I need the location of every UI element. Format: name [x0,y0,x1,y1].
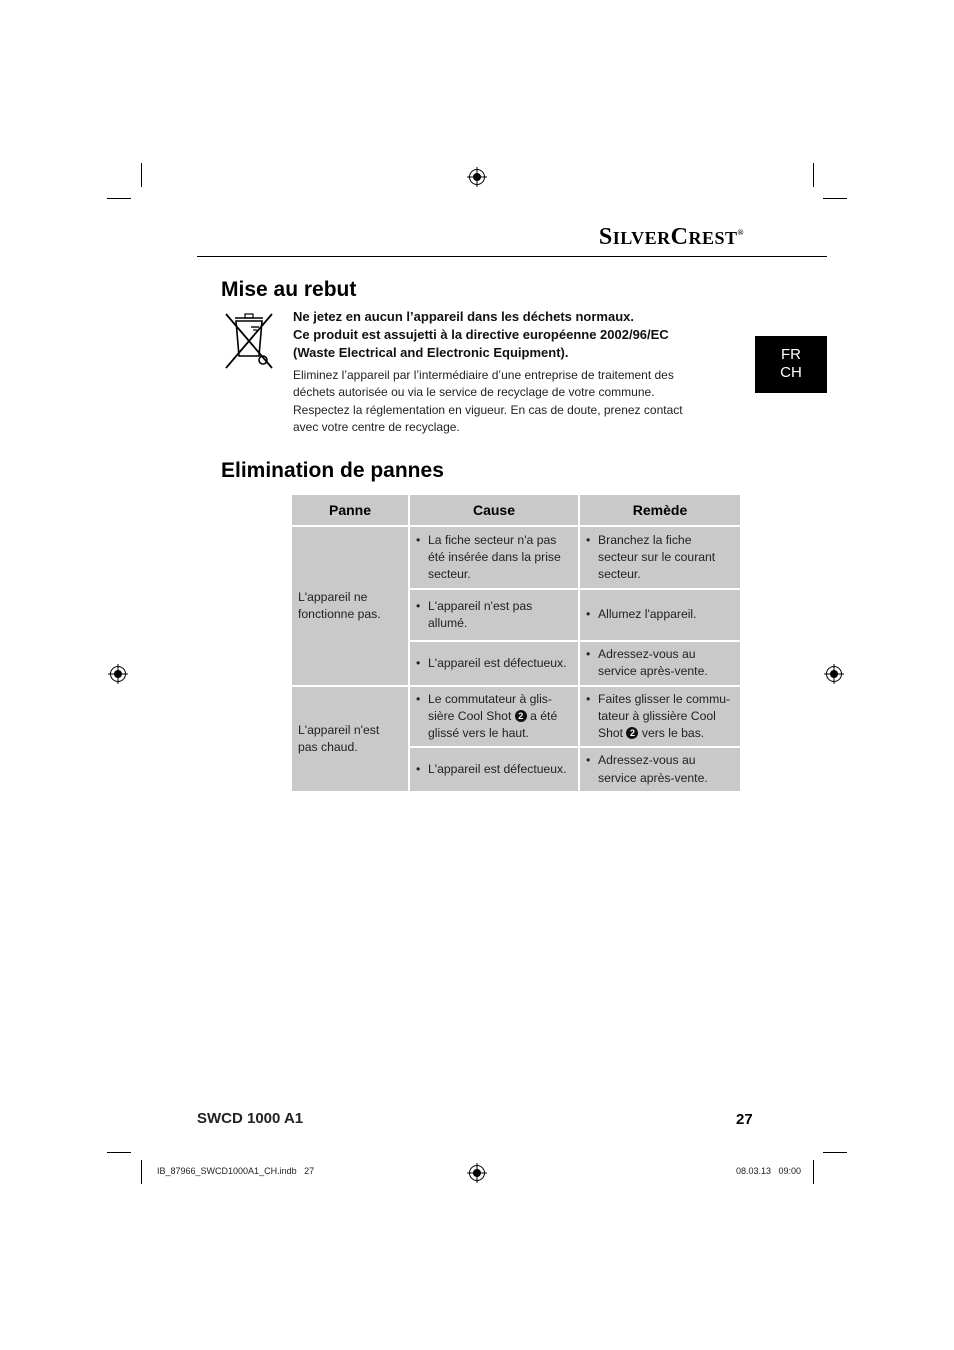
header-rule [197,256,827,257]
cause-cell: • Le commutateur à glis-sière Cool Shot 2 a été glissé vers le haut. [409,686,579,748]
registration-mark-icon [467,167,487,187]
table-header-row [291,494,741,526]
part-number-badge: 2 [515,710,527,722]
language-tab: FR CH [755,336,827,393]
crop-mark [813,1160,814,1184]
crop-mark [141,163,142,187]
cause-cell: • La fiche secteur n'a pas été insérée dans la prise secteur. [409,526,579,589]
panne-cell: L'appareil ne fonctionne pas. [291,526,409,686]
disposal-notice: Ne jetez en aucun l’appareil dans les déchets normaux. Ce produit est assujetti à la directive européenne 2002/96/EC (Waste Electrical and Electronic Equipment). [293,309,669,360]
registration-mark-icon [824,664,844,684]
page-number: 27 [736,1111,753,1128]
column-header-panne: Panne [291,494,409,526]
table-row [291,686,741,748]
remede-cell: • Allumez l'appareil. [579,589,741,641]
print-slug-date: 08.03.13 09:00 [736,1166,802,1176]
column-header-remede: Remède [579,494,741,526]
crop-mark [813,163,814,187]
cause-cell: • L'appareil est défectueux. [409,747,579,792]
registration-mark-icon [467,1163,487,1183]
print-slug-file: IB_87966_SWCD1000A1_CH.indb 27 [157,1166,315,1176]
panne-cell: L'appareil n'est pas chaud. [291,686,409,792]
crop-mark [823,1152,847,1153]
troubleshooting-table [290,493,742,793]
crop-mark [107,1152,131,1153]
crop-mark [823,198,847,199]
part-number-badge: 2 [626,727,638,739]
remede-cell: • Adressez-vous au service après-vente. [579,641,741,686]
disposal-body: Eliminez l’appareil par l’intermédiaire d’une entreprise de traitement des déchets autorisée ou via le service de recyclage de votre commune. Respectez la réglementation en vigueur. En cas de doute, prenez contact avec votre centre de recyclage. [293,368,683,434]
crop-mark [107,198,131,199]
crossed-out-wheelie-bin-icon [223,310,275,370]
footer-model: SWCD 1000 A1 [197,1110,304,1127]
disposal-title: Mise au rebut [221,278,357,301]
crop-mark [141,1160,142,1184]
brand-logo: SILVERCREST® [598,224,744,250]
remede-cell: • Branchez la fiche secteur sur le courant secteur. [579,526,741,589]
troubleshooting-title: Elimination de pannes [221,459,444,482]
column-header-cause: Cause [409,494,579,526]
registration-mark-icon [108,664,128,684]
remede-cell: • Adressez-vous au service après-vente. [579,747,741,792]
cause-cell: • L'appareil n'est pas allumé. [409,589,579,641]
cause-cell: • L'appareil est défectueux. [409,641,579,686]
table-row [291,526,741,589]
remede-cell: • Faites glisser le commu-tateur à glissière Cool Shot 2 vers le bas. [579,686,741,748]
